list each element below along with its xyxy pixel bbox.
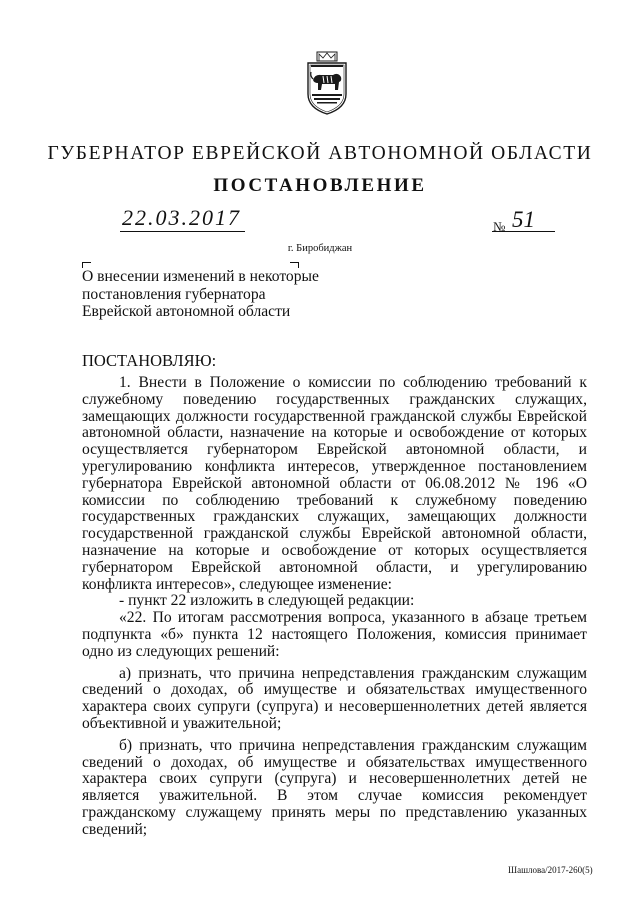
coat-of-arms-tiger-icon xyxy=(305,50,349,116)
city-name: г. Биробиджан xyxy=(287,243,353,254)
document-type-title: ПОСТАНОВЛЕНИЕ xyxy=(213,175,427,196)
date-underline xyxy=(120,231,245,232)
footer-code: Шашлова/2017-260(5) xyxy=(508,865,593,875)
number-underline xyxy=(492,231,555,232)
resolve-heading: ПОСТАНОВЛЯЮ: xyxy=(82,351,217,370)
paragraph-new-22: «22. По итогам рассмотрения вопроса, указанного в абзаце третьем подпункта «б» пункта 12 настоящего Положения, комиссия принимает одно из следующих решений: xyxy=(82,609,587,660)
subject-line: постановления губернатора xyxy=(82,285,266,303)
subject-block xyxy=(82,268,319,321)
subject-line: Еврейской автономной области xyxy=(82,303,291,320)
paragraph-point-22: - пункт 22 изложить в следующей редакции: xyxy=(119,592,415,610)
governor-heading: ГУБЕРНАТОР ЕВРЕЙСКОЙ АВТОНОМНОЙ ОБЛАСТИ xyxy=(47,143,593,164)
body-text xyxy=(82,375,587,839)
document-number: 51 xyxy=(512,207,535,232)
paragraph-subitem-b: б) признать, что причина непредставления гражданским служащим сведений о доходах, об имуществе и обязательствах имущественного характера своих супруги (супруга) и несовершеннолетних детей не является уважительной. В этом случае комиссия рекомендует гражданскому служащему принять меры по представлению указанных сведений; xyxy=(82,736,587,838)
subject-line: О внесении изменений в некоторые xyxy=(82,268,319,285)
paragraph-item-1: 1. Внести в Положение о комиссии по соблюдению требований к служебному поведению государственных гражданских служащих, замещающих должности государственной гражданской службы Еврейской автономной области, назначение на которые и освобождение от которых осуществляется губернатором Еврейской автономной области, и урегулированию конфликта интересов, утвержденное постановлением губернатора Еврейской автономной области от 06.08.2012 № 196 «О комиссии по соблюдению требований к служебному поведению государственных гражданских служащих, замещающих должности государственной гражданской службы Еврейской автономной области, назначение на которые и освобождение от которых осуществляется губернатором Еврейской автономной области, и урегулированию конфликта интересов», следующее изменение: xyxy=(82,374,587,593)
number-label: № xyxy=(493,219,506,234)
document-date: 22.03.2017 xyxy=(122,205,241,230)
paragraph-subitem-a: а) признать, что причина непредставления гражданским служащим сведений о доходах, об имуществе и обязательствах имущественного характера своих супруги (супруга) и несовершеннолетних детей является объективной и уважительной; xyxy=(82,664,587,732)
